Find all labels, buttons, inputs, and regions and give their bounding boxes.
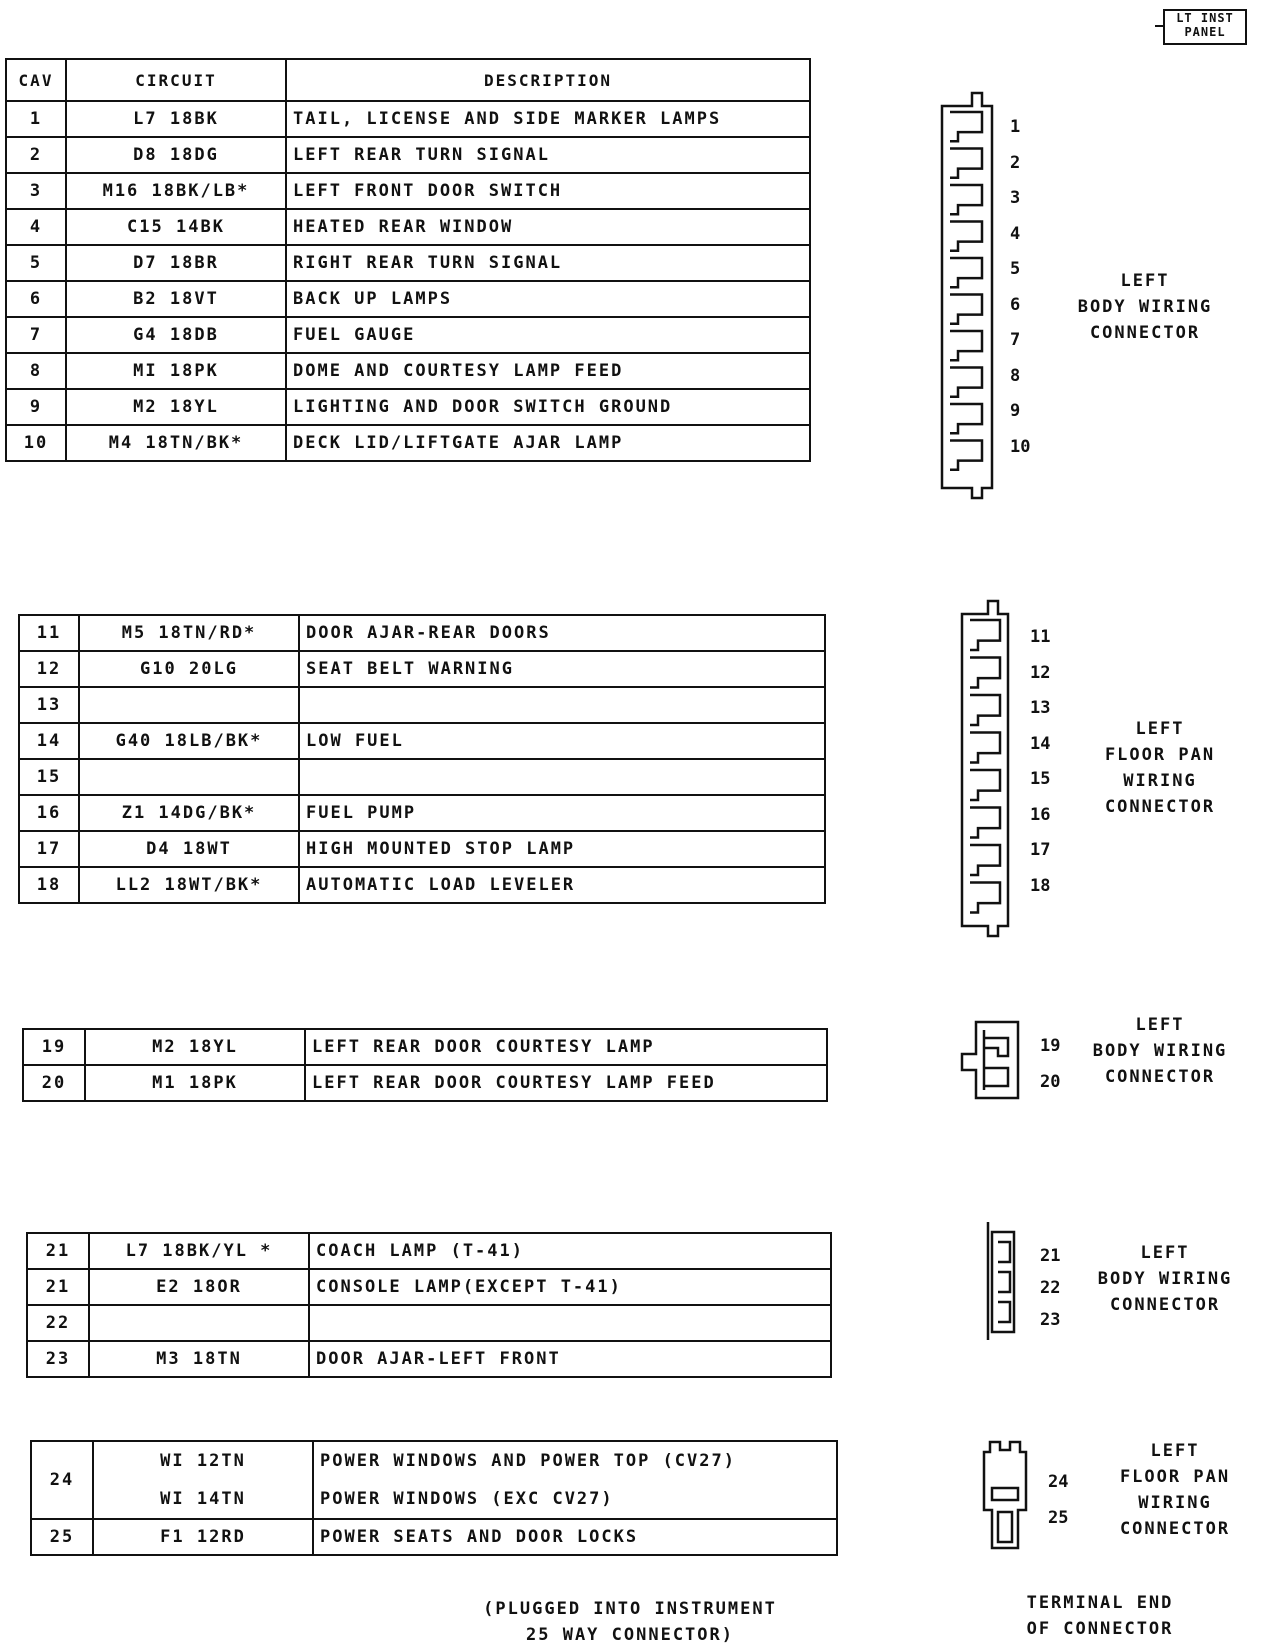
connector-2-label [1075,716,1245,820]
cav-cell: 17 [19,831,79,867]
cav-cell: 7 [6,317,66,353]
pin-label: 19 [1040,1036,1061,1056]
connector-terminal-slot [970,770,1000,800]
connector-label-line: FLOOR PAN [1119,1467,1231,1487]
connector-3-drawing [958,1020,1038,1100]
pin-label: 4 [1010,223,1021,244]
table-row [6,101,810,137]
description-cell: FUEL GAUGE [286,317,810,353]
circuit-cell: M16 18BK/LB* [66,173,286,209]
description-cell: RIGHT REAR TURN SIGNAL [286,245,810,281]
pin-label: 5 [1010,259,1021,279]
pin-label: 20 [1040,1072,1061,1092]
cav-cell: 21 [27,1269,89,1305]
circuit-cell: LL2 18WT/BK* [79,867,299,903]
connector-4-label [1085,1240,1245,1318]
cav-cell: 10 [6,425,66,461]
description-cell: COACH LAMP (T-41) [309,1233,831,1269]
pin-label: 9 [1010,401,1021,421]
header-cav: CAV [6,59,66,101]
connector-1-pin-labels [1010,110,1030,465]
pin-label: 10 [1010,436,1031,457]
circuit-cell: M4 18TN/BK* [66,425,286,461]
table-row [19,723,825,759]
description-cell: LEFT REAR DOOR COURTESY LAMP [305,1029,827,1065]
connector-4-drawing [982,1222,1042,1342]
table-row [19,651,825,687]
table-row [6,209,810,245]
table-row [19,831,825,867]
connector-1-drawing [930,88,1010,498]
circuit-cell: D4 18WT [79,831,299,867]
circuit-cell: M3 18TN [89,1341,309,1377]
table-header-row [6,59,810,101]
connector-label-line: BODY WIRING [1097,1269,1233,1289]
pin-label: 25 [1048,1508,1069,1528]
connector-terminal-slot [970,695,1000,725]
pin-label: 15 [1030,769,1051,789]
cav-cell: 24 [31,1441,93,1519]
description-cell: LOW FUEL [299,723,825,759]
connector-terminal-slot [970,733,1000,763]
cav-cell: 14 [19,723,79,759]
connector-terminal-slot [950,112,982,141]
description-cell [313,1441,837,1519]
connector-label-line: LEFT [1135,1015,1185,1035]
table-row [19,615,825,651]
connector-terminal-slot [950,404,982,433]
connector-terminal-slot [950,331,982,360]
circuit-cell: M5 18TN/RD* [79,615,299,651]
circuit-cell [79,759,299,795]
terminal-note-line: TERMINAL END [1026,1593,1174,1613]
description-cell: POWER SEATS AND DOOR LOCKS [313,1519,837,1555]
circuit-line: WI 12TN [160,1451,246,1471]
circuit-cell: D8 18DG [66,137,286,173]
description-cell: DOME AND COURTESY LAMP FEED [286,353,810,389]
circuit-cell: L7 18BK [66,101,286,137]
connector-terminal-slot [950,441,982,470]
circuit-cell: G40 18LB/BK* [79,723,299,759]
pin-label: 12 [1030,662,1051,683]
cav-cell: 5 [6,245,66,281]
circuit-cell: M2 18YL [85,1029,305,1065]
connector-label-line: BODY WIRING [1092,1041,1228,1061]
connector-terminal-slot [950,368,982,397]
terminal-end-note [990,1590,1210,1642]
table-row [27,1269,831,1305]
circuit-cell: MI 18PK [66,353,286,389]
connector-label-line: LEFT [1140,1243,1190,1263]
connector-5-pin-labels [1048,1464,1068,1536]
table-row [6,353,810,389]
circuit-cell: C15 14BK [66,209,286,245]
pin-label: 21 [1040,1246,1061,1266]
table-row [27,1305,831,1341]
pin-label: 2 [1010,152,1021,173]
table-row [19,759,825,795]
connector-terminal-slot [970,883,1000,913]
pin-label: 16 [1030,804,1051,825]
table-row [19,687,825,723]
description-cell: LIGHTING AND DOOR SWITCH GROUND [286,389,810,425]
circuit-cell [89,1305,309,1341]
description-cell: CONSOLE LAMP(EXCEPT T-41) [309,1269,831,1305]
circuit-cell [93,1441,313,1519]
footer-note-line: 25 WAY CONNECTOR) [526,1625,734,1645]
table-row [6,425,810,461]
pin-label: 23 [1040,1310,1061,1330]
table-row [27,1233,831,1269]
table-row [31,1441,837,1519]
cav-cell: 21 [27,1233,89,1269]
cavity-table-4 [26,1232,832,1378]
description-cell: FUEL PUMP [299,795,825,831]
connector-terminal-slot [950,258,982,287]
table-row [31,1519,837,1555]
cav-cell: 20 [23,1065,85,1101]
description-cell: LEFT FRONT DOOR SWITCH [286,173,810,209]
connector-label-line: CONNECTOR [1104,1067,1216,1087]
cavity-table-5 [30,1440,838,1556]
description-cell [299,687,825,723]
connector-2-pin-labels [1030,620,1050,904]
connector-label-line: WIRING [1138,1493,1212,1513]
connector-terminal-slot [950,295,982,324]
description-cell: LEFT REAR DOOR COURTESY LAMP FEED [305,1065,827,1101]
table-row [23,1065,827,1101]
circuit-cell [79,687,299,723]
cav-cell: 4 [6,209,66,245]
circuit-line: WI 14TN [160,1489,246,1509]
pin-label: 8 [1010,365,1021,386]
circuit-cell: E2 18OR [89,1269,309,1305]
circuit-cell: G10 20LG [79,651,299,687]
connector-terminal-slot [970,620,1000,650]
connector-5-label [1095,1438,1255,1542]
connector-2-drawing [950,596,1030,936]
pin-label: 22 [1040,1278,1061,1298]
connector-label-line: CONNECTOR [1119,1519,1231,1539]
pin-label: 1 [1010,117,1021,137]
connector-terminal-slot [950,149,982,178]
connector-label-line: LEFT [1120,271,1170,291]
circuit-cell: F1 12RD [93,1519,313,1555]
panel-badge [1163,9,1247,45]
connector-terminal-slot [970,658,1000,688]
cav-cell: 25 [31,1519,93,1555]
description-cell: DOOR AJAR-LEFT FRONT [309,1341,831,1377]
description-cell: LEFT REAR TURN SIGNAL [286,137,810,173]
cav-cell: 18 [19,867,79,903]
connector-terminal-slot [970,808,1000,838]
cavity-table-2 [18,614,826,904]
connector-label-line: BODY WIRING [1077,297,1213,317]
table-row [6,281,810,317]
description-line: POWER WINDOWS (EXC CV27) [320,1489,614,1509]
table-row [27,1341,831,1377]
cav-cell: 16 [19,795,79,831]
cav-cell: 19 [23,1029,85,1065]
footer-note-line: (PLUGGED INTO INSTRUMENT [483,1599,777,1619]
description-cell: HIGH MOUNTED STOP LAMP [299,831,825,867]
cav-cell: 23 [27,1341,89,1377]
cav-cell: 22 [27,1305,89,1341]
table-row [19,867,825,903]
connector-label-line: CONNECTOR [1109,1295,1221,1315]
header-circuit: CIRCUIT [66,59,286,101]
description-cell: SEAT BELT WARNING [299,651,825,687]
description-cell [309,1305,831,1341]
pin-label: 13 [1030,698,1051,718]
connector-4-pin-labels [1040,1240,1060,1336]
description-cell: DOOR AJAR-REAR DOORS [299,615,825,651]
cav-cell: 9 [6,389,66,425]
connector-label-line: LEFT [1135,719,1185,739]
cav-cell: 15 [19,759,79,795]
circuit-cell: B2 18VT [66,281,286,317]
terminal-note-line: OF CONNECTOR [1026,1619,1174,1639]
cav-cell: 13 [19,687,79,723]
description-cell: HEATED REAR WINDOW [286,209,810,245]
connector-3-pin-labels [1040,1028,1060,1100]
cav-cell: 3 [6,173,66,209]
connector-label-line: LEFT [1150,1441,1200,1461]
pin-label: 7 [1010,330,1021,350]
circuit-cell: M1 18PK [85,1065,305,1101]
panel-badge-line2: PANEL [1184,25,1226,39]
connector-label-line: CONNECTOR [1089,323,1201,343]
cav-cell: 1 [6,101,66,137]
table-row [6,317,810,353]
panel-badge-line1: LT INST [1176,11,1234,25]
circuit-cell: G4 18DB [66,317,286,353]
pin-label: 6 [1010,294,1021,315]
description-cell: DECK LID/LIFTGATE AJAR LAMP [286,425,810,461]
connector-terminal-slot [970,845,1000,875]
table-row [6,173,810,209]
table-row [6,137,810,173]
table-row [23,1029,827,1065]
cav-cell: 12 [19,651,79,687]
pin-label: 17 [1030,840,1051,860]
connector-1-label [1060,268,1230,346]
circuit-cell: D7 18BR [66,245,286,281]
connector-3-label [1080,1012,1240,1090]
header-description: DESCRIPTION [286,59,810,101]
table-row [6,389,810,425]
footer-note [450,1596,810,1648]
description-cell: TAIL, LICENSE AND SIDE MARKER LAMPS [286,101,810,137]
cav-cell: 2 [6,137,66,173]
cav-cell: 8 [6,353,66,389]
pin-label: 24 [1048,1472,1069,1492]
description-line: POWER WINDOWS AND POWER TOP (CV27) [320,1451,736,1471]
pin-label: 14 [1030,733,1051,754]
connector-label-line: FLOOR PAN [1104,745,1216,765]
cavity-table-1 [5,58,811,462]
cavity-table-3 [22,1028,828,1102]
connector-5-drawing [976,1440,1036,1550]
connector-terminal-slot [950,222,982,251]
pin-label: 11 [1030,627,1051,647]
table-row [6,245,810,281]
pin-label: 3 [1010,188,1021,208]
description-cell: BACK UP LAMPS [286,281,810,317]
description-cell: AUTOMATIC LOAD LEVELER [299,867,825,903]
circuit-cell: L7 18BK/YL * [89,1233,309,1269]
circuit-cell: M2 18YL [66,389,286,425]
cav-cell: 11 [19,615,79,651]
connector-label-line: CONNECTOR [1104,797,1216,817]
table-row [19,795,825,831]
connector-label-line: WIRING [1123,771,1197,791]
pin-label: 18 [1030,875,1051,896]
circuit-cell: Z1 14DG/BK* [79,795,299,831]
description-cell [299,759,825,795]
cav-cell: 6 [6,281,66,317]
connector-terminal-slot [950,185,982,214]
